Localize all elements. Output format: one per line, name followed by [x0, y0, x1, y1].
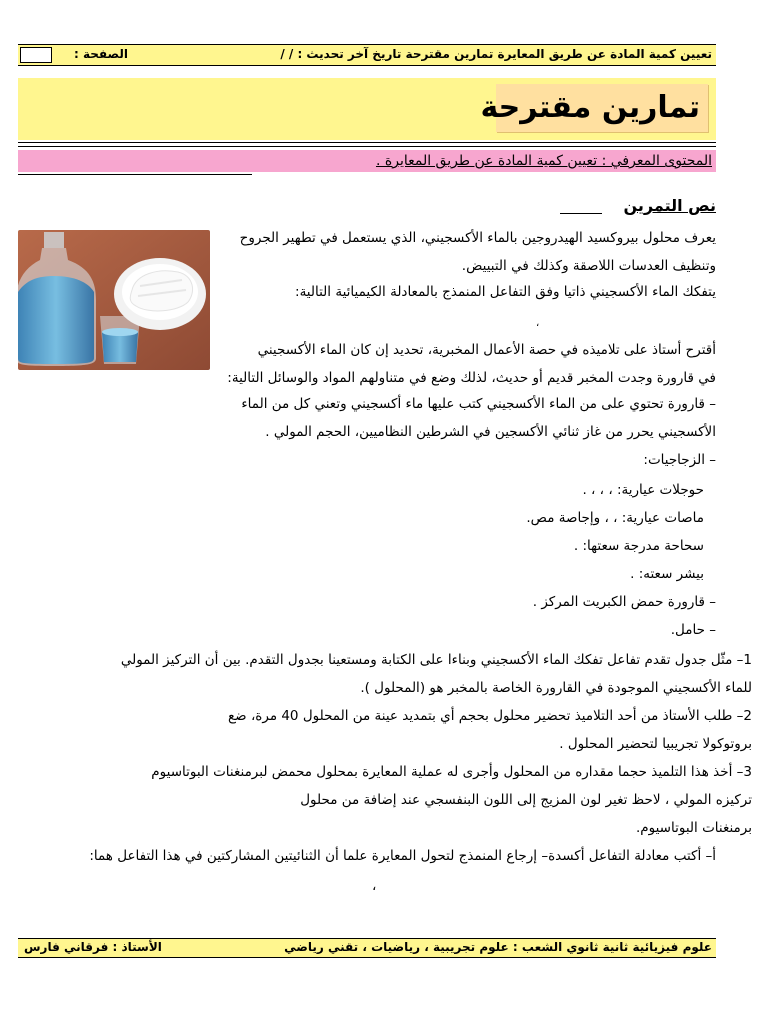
exercise-line: برمنغنات البوتاسيوم. — [635, 820, 752, 836]
page-label: الصفحة : — [74, 47, 128, 61]
exercise-line: ماصات عيارية: ، ، وإجاصة مص. — [526, 510, 704, 526]
exercise-line: 2– طلب الأستاذ من أحد التلاميذ تحضير محلول بحجم أي بتمديد عينة من المحلول 40 مرة، ضع — [228, 708, 752, 724]
exercise-heading: نص التمرين — [623, 196, 716, 215]
exercise-line: – قارورة حمض الكبريت المركز . — [532, 594, 716, 610]
content-topic: المحتوى المعرفي : تعيين كمية المادة عن طريق المعايرة . — [375, 153, 712, 169]
exercise-line: – الزجاجيات: — [643, 452, 716, 468]
exercise-line: للماء الأكسجيني الموجودة في القارورة الخاصة بالمخبر هو (المحلول ). — [360, 680, 752, 696]
exercise-line: – قارورة تحتوي على من الماء الأكسجيني كتب عليها ماء أكسجيني وتعني كل من الماء — [241, 396, 716, 412]
divider — [18, 174, 252, 175]
exercise-line: تركيزه المولي ، لاحظ تغير لون المزيج إلى اللون البنفسجي عند إضافة من محلول — [300, 792, 752, 808]
exercise-line: سحاحة مدرجة سعتها: . — [573, 538, 704, 554]
exercise-line: أ– أكتب معادلة التفاعل أكسدة– إرجاع المنمذج لتحول المعايرة علما أن الثنائيتين المشاركتين في هذا التفاعل هما: — [89, 848, 716, 864]
exercise-line: ، — [536, 318, 540, 329]
exercise-line: يعرف محلول بيروكسيد الهيدروجين بالماء الأكسجيني، الذي يستعمل في تطهير الجروح — [239, 230, 716, 246]
exercise-line: يتفكك الماء الأكسجيني ذاتيا وفق التفاعل المنمذج بالمعادلة الكيميائية التالية: — [295, 284, 716, 300]
exercise-line: في قارورة وجدت المخبر قديم أو حديث، لذلك وضع في متناولهم المواد والوسائل التالية: — [227, 370, 716, 386]
title-band — [18, 78, 716, 140]
exercise-line: 1– مثّل جدول تقدم تفاعل تفكك الماء الأكسجيني وبناءا على الكتابة ومستعينا بجدول التقدم. بين أن التركيز المولي — [120, 652, 752, 668]
footer-course: علوم فيزيائية ثانية ثانوي الشعب : علوم تجريبية ، رياضيات ، تقني رياضي — [284, 940, 712, 954]
hydrogen-peroxide-photo — [18, 230, 210, 370]
exercise-line: 3– أخذ هذا التلميذ حجما مقداره من المحلول وأجرى له عملية المعايرة بمحلول محمض لبرمنغنات البوتاسيوم — [151, 764, 752, 780]
page-title: تمارين مقترحة — [480, 90, 700, 125]
exercise-line: أقترح أستاذ على تلاميذه في حصة الأعمال المخبرية، تحديد إن كان الماء الأكسجيني — [257, 342, 716, 358]
content-band — [18, 150, 716, 172]
exercise-line: بروتوكولا تجريبيا لتحضير المحلول . — [559, 736, 752, 752]
exercise-line: ، — [372, 878, 377, 894]
exercise-line: حوجلات عيارية: ، ، ، . — [582, 482, 704, 498]
exercise-line: – حامل. — [670, 622, 716, 638]
footer-teacher: الأستاذ : فرقاني فارس — [24, 940, 162, 954]
exercise-line: بيشر سعته: . — [630, 566, 704, 582]
footer-band — [18, 938, 716, 958]
header-band — [18, 44, 716, 66]
exercise-line: الأكسجيني يحرر من غاز ثنائي الأكسجين في الشرطين النظاميين، الحجم المولي . — [265, 424, 716, 440]
title-box — [480, 84, 708, 132]
divider — [18, 142, 716, 143]
exercise-line: وتنظيف العدسات اللاصقة وكذلك في التبييض. — [461, 258, 716, 274]
divider — [18, 146, 716, 147]
page-number-box — [20, 47, 52, 63]
divider — [560, 213, 602, 214]
header-text: تعيين كمية المادة عن طريق المعايرة تمارين مقترحة تاريخ آخر تحديث : / / — [280, 47, 712, 61]
